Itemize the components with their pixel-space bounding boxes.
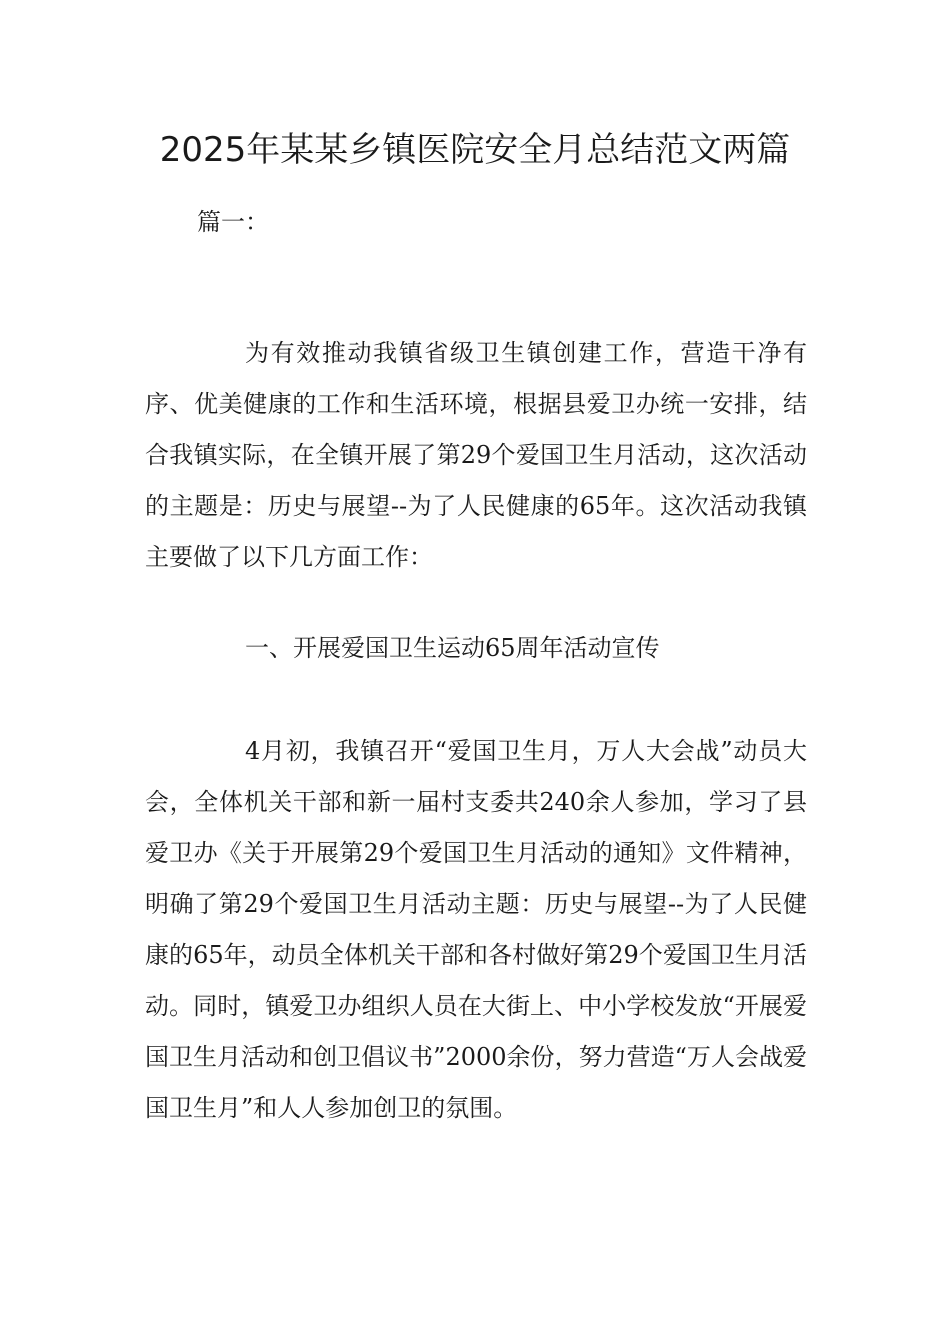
paragraph-1: 为有效推动我镇省级卫生镇创建工作，营造干净有序、优美健康的工作和生活环境，根据县爱卫办统一安排，结合我镇实际，在全镇开展了第29个爱国卫生月活动，这次活动的主题是：历史与展望--为了人民健康的65年。这次活动我镇主要做了以下几方面工作： <box>145 339 807 571</box>
paragraph-2: 4月初，我镇召开“爱国卫生月，万人大会战”动员大会，全体机关干部和新一届村支委共240余人参加，学习了县爱卫办《关于开展第29个爱国卫生月活动的通知》文件精神，明确了第29个爱国卫生月活动主题：历史与展望--为了人民健康的65年，动员全体机关干部和各村做好第29个爱国卫生月活动。同时，镇爱卫办组织人员在大街上、中小学校发放“开展爱国卫生月活动和创卫倡议书”2000余份，努力营造“万人会战爱国卫生月”和人人参加创卫的氛围。 <box>145 737 807 1122</box>
section-heading-1: 一、开展爱国卫生运动65周年活动宣传 <box>245 634 660 662</box>
section-label: 篇一： <box>197 208 269 236</box>
document-title: 2025年某某乡镇医院安全月总结范文两篇 <box>159 130 791 170</box>
